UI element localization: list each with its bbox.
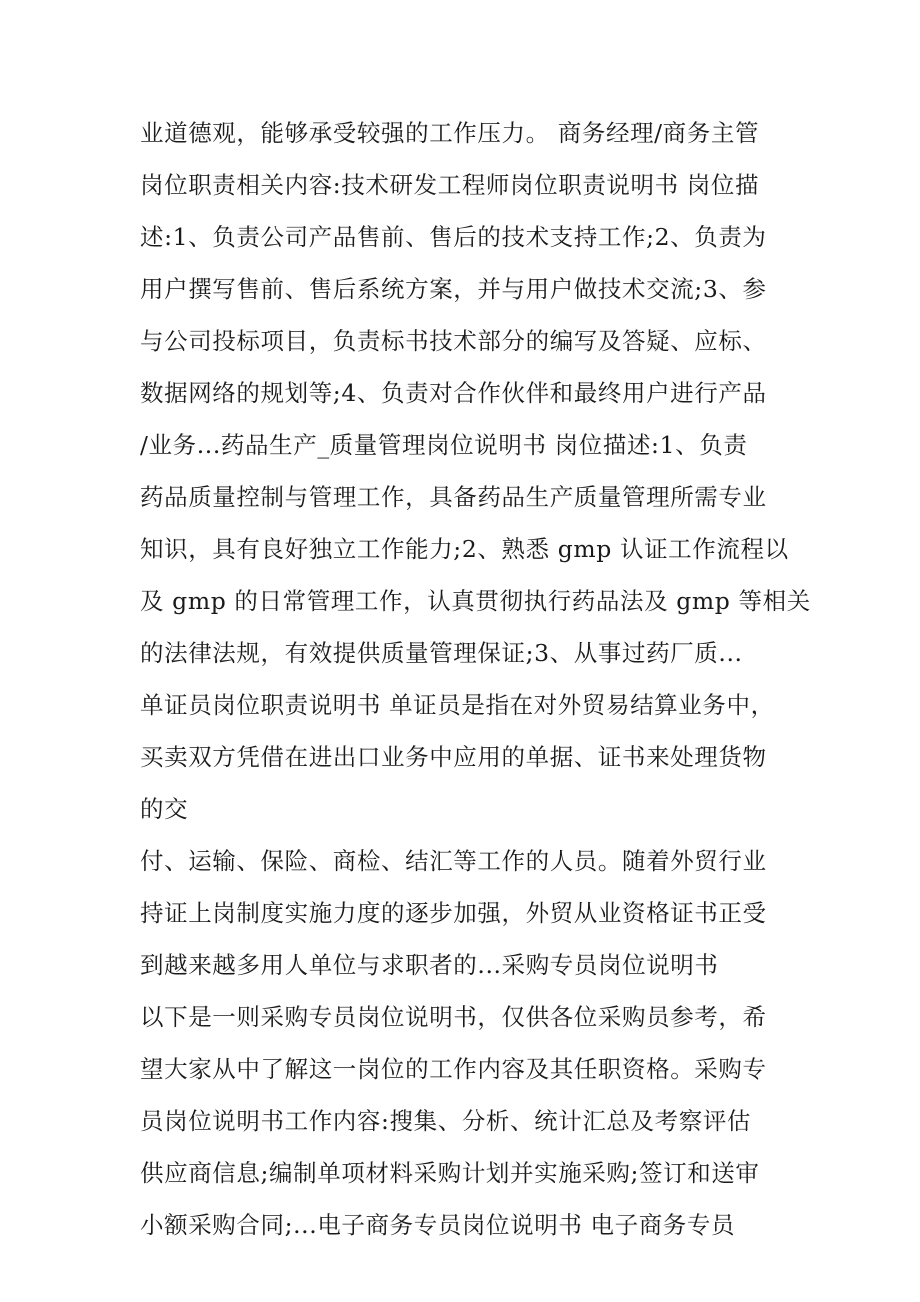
text-line: 数据网络的规划等;4、负责对合作伙伴和最终用户进行产品 [140,379,767,407]
text-line: 岗位职责相关内容:技术研发工程师岗位职责说明书 岗位描 [140,171,760,199]
text-line: 到越来越多用人单位与求职者的...采购专员岗位说明书 [140,951,719,979]
text-line: 持证上岗制度实施力度的逐步加强，外贸从业资格证书正受 [140,899,767,927]
text-line: 买卖双方凭借在进出口业务中应用的单据、证书来处理货物 [140,743,767,771]
text-line: 望大家从中了解这一岗位的工作内容及其任职资格。采购专 [140,1055,767,1083]
text-line: /业务...药品生产_质量管理岗位说明书 岗位描述:1、负责 [140,431,748,459]
text-line: 用户撰写售前、售后系统方案，并与用户做技术交流;3、参 [140,275,767,303]
text-line: 的交 [140,795,189,823]
text-line: 供应商信息;编制单项材料采购计划并实施采购;签订和送审 [140,1159,760,1187]
text-line: 以下是一则采购专员岗位说明书，仅供各位采购员参考，希 [140,1003,767,1031]
text-line: 付、运输、保险、商检、结汇等工作的人员。随着外贸行业 [140,847,767,875]
text-line: 单证员岗位职责说明书 单证员是指在对外贸易结算业务中， [140,691,775,719]
text-line: 小额采购合同;...电子商务专员岗位说明书 电子商务专员 [140,1211,736,1239]
text-line: 知识，具有良好独立工作能力;2、熟悉 gmp 认证工作流程以 [140,535,789,563]
text-line: 员岗位说明书工作内容:搜集、分析、统计汇总及考察评估 [140,1107,752,1135]
text-line: 业道德观，能够承受较强的工作压力。 商务经理/商务主管 [140,119,760,147]
text-line: 的法律法规，有效提供质量管理保证;3、从事过药厂质... [140,639,743,667]
text-line: 述:1、负责公司产品售前、售后的技术支持工作;2、负责为 [140,223,767,251]
text-line: 药品质量控制与管理工作，具备药品生产质量管理所需专业 [140,483,767,511]
text-line: 及 gmp 的日常管理工作，认真贯彻执行药品法及 gmp 等相关 [140,587,811,615]
text-line: 与公司投标项目，负责标书技术部分的编写及答疑、应标、 [140,327,767,355]
